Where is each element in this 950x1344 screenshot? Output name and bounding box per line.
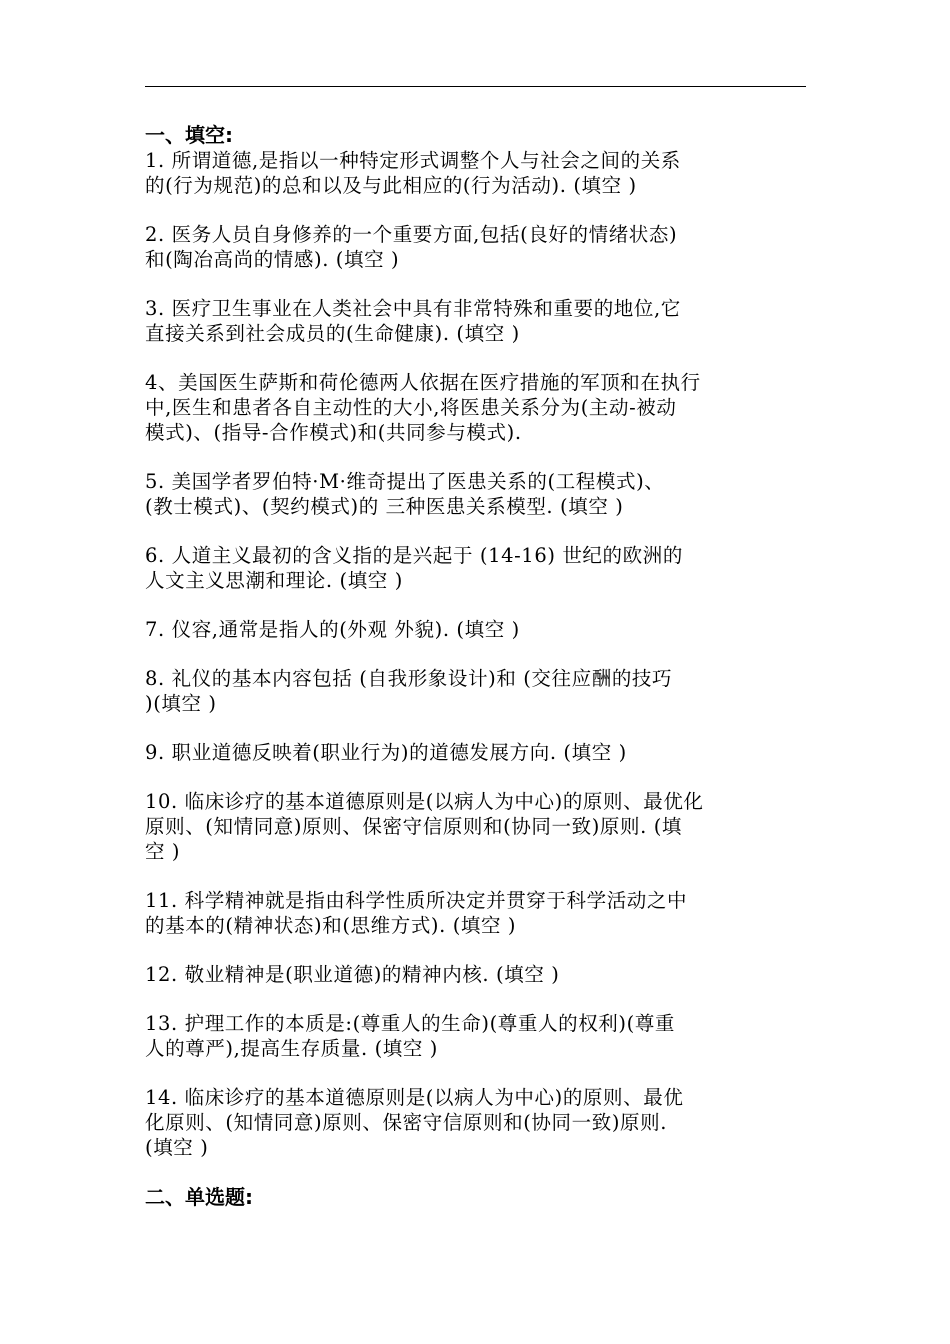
question-7: 7. 仪容,通常是指人的(外观 外貌). (填空 ): [145, 618, 520, 641]
question-3: 3. 医疗卫生事业在人类社会中具有非常特殊和重要的地位,它 直接关系到社会成员的(生命健康). (填空 ): [145, 297, 681, 345]
header-rule: [145, 86, 806, 87]
question-5: 5. 美国学者罗伯特·M·维奇提出了医患关系的(工程模式)、 (教士模式)、(契约模式)的 三种医患关系模型. (填空 ): [145, 470, 665, 518]
question-14: 14. 临床诊疗的基本道德原则是(以病人为中心)的原则、最优 化原则、(知情同意)原则、保密守信原则和(协同一致)原则. (填空 ): [145, 1086, 684, 1159]
question-4: 4、美国医生萨斯和荷伦德两人依据在医疗措施的军顶和在执行 中,医生和患者各自主动性的大小,将医患关系分为(主动-被动 模式)、(指导-合作模式)和(共同参与模式).: [145, 371, 701, 444]
question-8: 8. 礼仪的基本内容包括 (自我形象设计)和 (交往应酬的技巧 )(填空 ): [145, 667, 673, 715]
section-heading-single-choice: 二、单选题:: [145, 1185, 253, 1209]
question-13: 13. 护理工作的本质是:(尊重人的生命)(尊重人的权利)(尊重 人的尊严),提高生存质量. (填空 ): [145, 1012, 676, 1060]
question-9: 9. 职业道德反映着(职业行为)的道德发展方向. (填空 ): [145, 741, 627, 764]
question-1: 1. 所谓道德,是指以一种特定形式调整个人与社会之间的关系 的(行为规范)的总和以及与此相应的(行为活动). (填空 ): [145, 149, 681, 197]
question-10: 10. 临床诊疗的基本道德原则是(以病人为中心)的原则、最优化 原则、(知情同意)原则、保密守信原则和(协同一致)原则. (填 空 ): [145, 790, 704, 863]
section-heading-fill-blank: 一、填空:: [145, 123, 233, 147]
document-body: [145, 122, 813, 1210]
question-11: 11. 科学精神就是指由科学性质所决定并贯穿于科学活动之中 的基本的(精神状态)和(思维方式). (填空 ): [145, 889, 688, 937]
question-2: 2. 医务人员自身修养的一个重要方面,包括(良好的情绪状态) 和(陶冶高尚的情感). (填空 ): [145, 223, 678, 271]
question-12: 12. 敬业精神是(职业道德)的精神内核. (填空 ): [145, 963, 560, 986]
question-6: 6. 人道主义最初的含义指的是兴起于 (14-16) 世纪的欧洲的 人文主义思潮和理论. (填空 ): [145, 544, 683, 592]
